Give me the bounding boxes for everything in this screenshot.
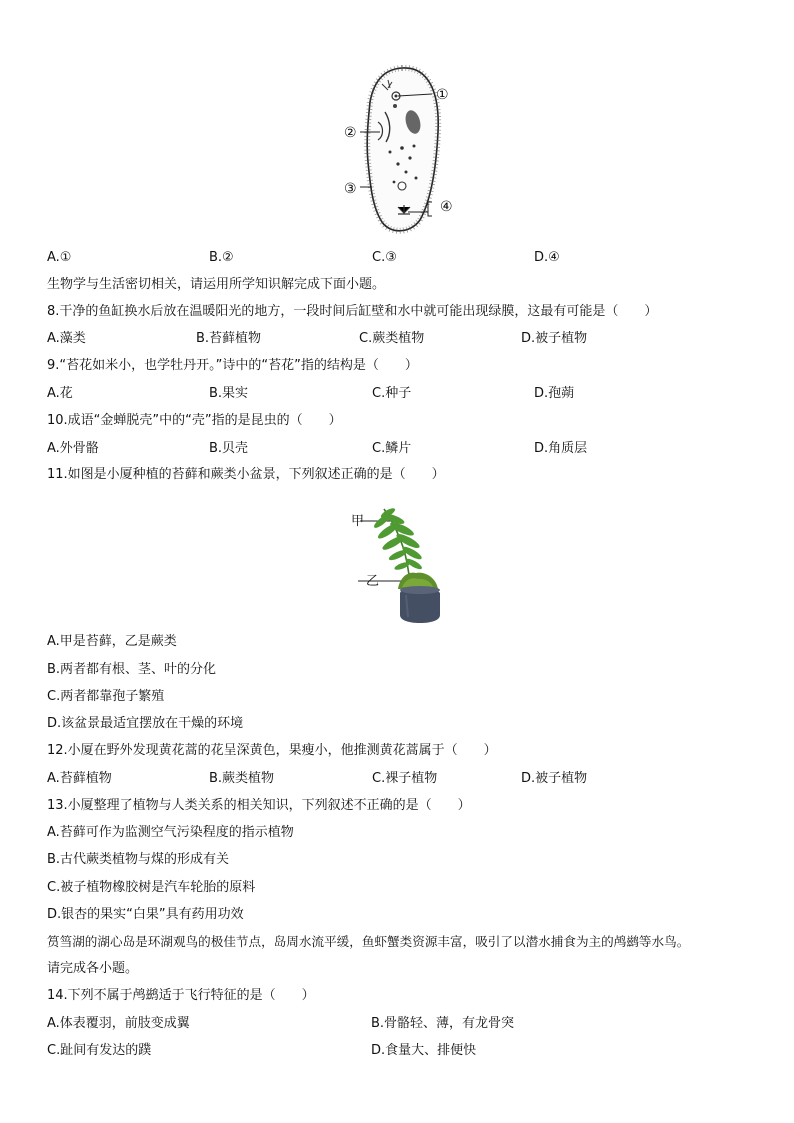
q10-stem: 10.成语“金蝉脱壳”中的“壳”指的是昆虫的（ ） (47, 413, 342, 428)
q14-option-c: C.趾间有发达的蹼 (47, 1043, 152, 1058)
q9-option-b: B.果实 (209, 386, 249, 401)
section-intro-2-line-2: 请完成各小题。 (47, 961, 139, 976)
q9-option-a: A.花 (47, 386, 73, 401)
q7-option-a: A.① (47, 250, 72, 265)
q8-option-a: A.藻类 (47, 331, 86, 346)
q12-option-d: D.被子植物 (521, 771, 588, 786)
q14-option-b: B.骨骼轻、薄，有龙骨突 (371, 1016, 515, 1031)
q12-option-a: A.苔藓植物 (47, 771, 112, 786)
fern-label-jia: 甲 (351, 514, 365, 529)
q9-stem: 9.“苔花如米小，也学牡丹开。”诗中的“苔花”指的结构是（ ） (47, 358, 418, 373)
q7-option-c: C.③ (372, 250, 397, 265)
q11-stem: 11.如图是小厦种植的苔藓和蕨类小盆景，下列叙述正确的是（ ） (47, 467, 445, 482)
q12-option-c: C.裸子植物 (372, 771, 438, 786)
figure-label-3: ③ (344, 181, 357, 197)
q7-option-d: D.④ (534, 250, 560, 265)
q10-option-c: C.鳞片 (372, 441, 412, 456)
q11-option-b: B.两者都有根、茎、叶的分化 (47, 662, 217, 677)
figure-label-2: ② (344, 125, 357, 141)
q14-stem: 14.下列不属于鸬鹚适于飞行特征的是（ ） (47, 988, 315, 1003)
q8-stem: 8.干净的鱼缸换水后放在温暖阳光的地方，一段时间后缸壁和水中就可能出现绿膜，这最有可能是（ ） (47, 304, 658, 319)
figure-label-1: ① (436, 87, 449, 103)
q11-option-c: C.两者都靠孢子繁殖 (47, 689, 165, 704)
q8-option-b: B.苔藓植物 (196, 331, 262, 346)
q9-option-c: C.种子 (372, 386, 412, 401)
q8-option-d: D.被子植物 (521, 331, 588, 346)
q13-option-c: C.被子植物橡胶树是汽车轮胎的原料 (47, 880, 256, 895)
q13-option-b: B.古代蕨类植物与煤的形成有关 (47, 852, 230, 867)
figure-label-4: ④ (440, 199, 453, 215)
q10-option-b: B.贝壳 (209, 441, 249, 456)
q14-option-d: D.食量大、排便快 (371, 1043, 477, 1058)
moss-label-yi: 乙 (366, 574, 380, 589)
section-intro-2-line-1: 筼筜湖的湖心岛是环湖观鸟的极佳节点，岛周水流平缓，鱼虾蟹类资源丰富，吸引了以潜水捕食为主的鸬鹚等水鸟。 (47, 934, 690, 949)
q13-stem: 13.小厦整理了植物与人类关系的相关知识，下列叙述不正确的是（ ） (47, 798, 471, 813)
q10-option-a: A.外骨骼 (47, 441, 99, 456)
q9-option-d: D.孢蒴 (534, 386, 575, 401)
q11-option-a: A.甲是苔藓，乙是蕨类 (47, 634, 177, 649)
q8-option-c: C.蕨类植物 (359, 331, 425, 346)
q12-option-b: B.蕨类植物 (209, 771, 275, 786)
q13-option-d: D.银杏的果实“白果”具有药用功效 (47, 907, 244, 922)
section-intro-1: 生物学与生活密切相关，请运用所学知识解完成下面小题。 (47, 277, 386, 292)
q12-stem: 12.小厦在野外发现黄花蒿的花呈深黄色，果瘦小，他推测黄花蒿属于（ ） (47, 743, 497, 758)
q11-option-d: D.该盆景最适宜摆放在干燥的环境 (47, 716, 244, 731)
q13-option-a: A.苔藓可作为监测空气污染程度的指示植物 (47, 825, 294, 840)
q10-option-d: D.角质层 (534, 441, 588, 456)
q14-option-a: A.体表覆羽，前肢变成翼 (47, 1016, 190, 1031)
q7-option-b: B.② (209, 250, 234, 265)
